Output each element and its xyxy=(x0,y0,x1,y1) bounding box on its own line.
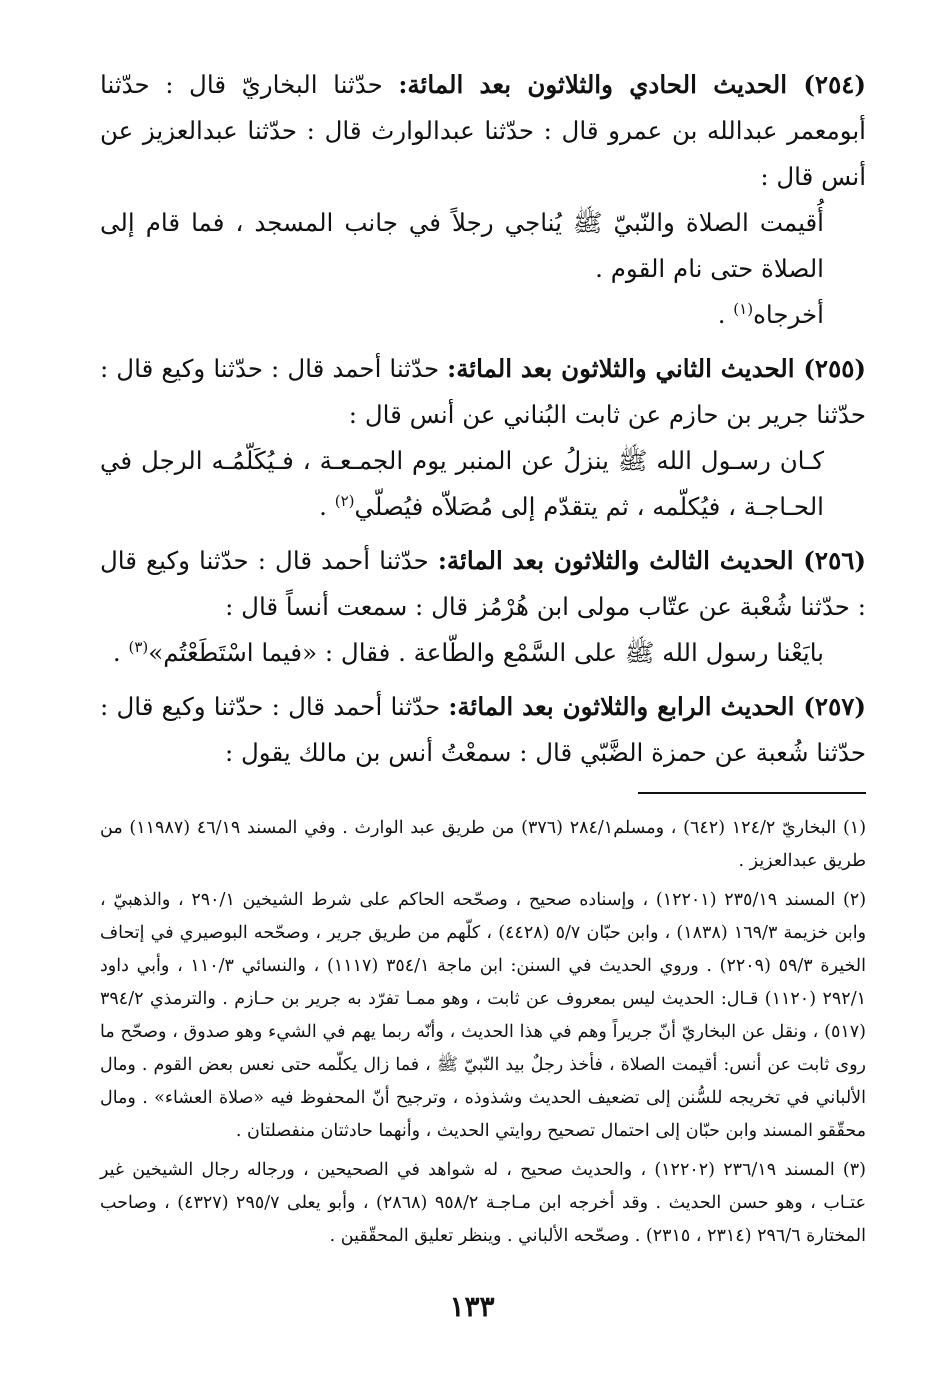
hadith-254-matn: أُقيمت الصلاة والنّبيّ ﷺ يُناجي رجلاً في جانب المسجد ، فما قام إلى الصلاة حتى نام القوم . xyxy=(100,208,824,283)
hadith-255-matn xyxy=(100,438,866,530)
footnote-ref-1: (١) xyxy=(733,299,754,318)
hadith-255-isnad xyxy=(100,346,866,438)
hadith-255-matn-text: كـان رسـول الله ﷺ ينزلُ عن المنبر يوم الجمـعـة ، فـيُكَلّمُـه الرجل في الحـاجـة ، فيُكلّمه ، ثم يتقدّم إلى مُصَلاّه فيُصلّي xyxy=(100,446,824,521)
hadith-256-heading: (٢٥٦) الحديث الثالث والثلاثون بعد المائة: xyxy=(437,546,866,575)
hadith-254-takhrij xyxy=(100,292,866,338)
hadith-257-isnad xyxy=(100,684,866,776)
footnote-3: (٣) المسند ٢٣٦/١٩ (١٢٢٠٢) ، والحديث صحيح ، له شواهد في الصحيحين ، ورجاله رجال الشيخين غير عتـاب ، وهو حسن الحديث . وقد أخرجه ابن مـاجـة ٩٥٨/٢ (٢٨٦٨) ، وأبو يعلى ٢٩٥/٧ (٤٣٢٧) ، وصاحب المختارة ٢٩٦/٦ (٢٣١٤ ، ٢٣١٥) . وصحّحه الألباني . وينظر تعليق المحقّقين . xyxy=(100,1160,867,1246)
hadith-254-heading: (٢٥٤) الحديث الحادي والثلاثون بعد المائة: xyxy=(398,70,866,99)
footnote-divider xyxy=(638,792,866,794)
hadith-255-heading: (٢٥٥) الحديث الثاني والثلاثون بعد المائة: xyxy=(447,354,866,383)
hadith-256-end: . xyxy=(112,638,129,667)
footnote-ref-3: (٣) xyxy=(128,637,149,656)
footnote-1: (١) البخاريّ ١٢٤/٢ (٦٤٢) ، ومسلم٢٨٤/١ (٣٧٦) من طريق عبد الوارث . وفي المسند ٤٦/١٩ (١١٩٨٧) من طريق عبدالعزيز . xyxy=(100,818,867,871)
footnote-2: (٢) المسند ٢٣٥/١٩ (١٢٢٠١) ، وإسناده صحيح ، وصحّحه الحاكم على شرط الشيخين ٢٩٠/١ ، والذهبيّ ، وابن خزيمة ١٦٩/٣ (١٨٣٨) ، وابن حبّان ٥/٧ (٤٤٢٨) ، كلّهم من طريق جرير ، وصحّحه البوصيري في إتحاف الخيرة ٥٩/٣ (٢٢٠٩) . وروي الحديث في السنن: ابن ماجة ٣٥٤/١ (١١١٧) ، والنسائي ١١٠/٣ ، وأبي داود ٢٩٢/١ (١١٢٠) قـال: الحديث ليس بمعروف عن ثابت ، وهو ممـا تفرّد به جرير بن حـازم . والترمذي ٣٩٤/٢ (٥١٧) ، ونقل عن البخاريّ أنّ جريراً وهم في هذا الحديث ، وأنّه ربما يهم في الشيء وهو صدوق ، وصحّح ما روى ثابت عن أنس: أقيمت الصلاة ، فأخذ رجلٌ بيد النّبيّ ﷺ ، فما زال يكلّمه حتى نعس بعض القوم . ومال الألباني في تخريجه للسُّنن إلى تضعيف الحديث وشذوذه ، وترجيح أنّ المحفوظ فيه «صلاة العشاء» . ومال محقّقو المسند وابن حبّان إلى احتمال تصحيح روايتي الحديث ، وأنهما حادثتان منفصلتان . xyxy=(100,890,867,1141)
hadith-256-chain: حدّثنا أحمد قال : حدّثنا وكيع قال : حدّثنا شُعْبة عن عتّاب مولى ابن هُرْمُز قال : سمعت أنساً قال : xyxy=(100,546,866,621)
hadith-257-heading: (٢٥٧) الحديث الرابع والثلاثون بعد المائة: xyxy=(448,692,866,721)
hadith-255-end: . xyxy=(319,492,335,521)
hadith-256-isnad xyxy=(100,538,866,630)
takhrij-end: . xyxy=(717,300,734,329)
footnotes xyxy=(100,812,866,1253)
hadith-257-chain: حدّثنا أحمد قال : حدّثنا وكيع قال : حدّثنا شُعبة عن حمزة الضَّبّي قال : سمعْتُ أنس بن مالك يقول : xyxy=(100,692,866,767)
hadith-254-chain: حدّثنا البخاريّ قال : حدّثنا أبومعمر عبدالله بن عمرو قال : حدّثنا عبدالوارث قال : حدّثنا عبدالعزيز عن أنس قال : xyxy=(100,70,866,191)
footnote-ref-2: (٢) xyxy=(334,491,355,510)
takhrij-text: أخرجاه xyxy=(753,300,824,329)
hadith-256-matn-text: بايَعْنا رسول الله ﷺ على السَّمْع والطّاعة . فقال : «فيما اسْتَطَعْتُم» xyxy=(148,638,824,667)
hadith-255-chain: حدّثنا أحمد قال : حدّثنا وكيع قال : حدّثنا جرير بن حازم عن ثابت البُناني عن أنس قال : xyxy=(100,354,866,429)
main-text xyxy=(100,62,866,776)
hadith-254-isnad xyxy=(100,62,866,200)
page-number: ١٣٣ xyxy=(449,1290,495,1323)
hadith-256-matn xyxy=(100,630,866,676)
